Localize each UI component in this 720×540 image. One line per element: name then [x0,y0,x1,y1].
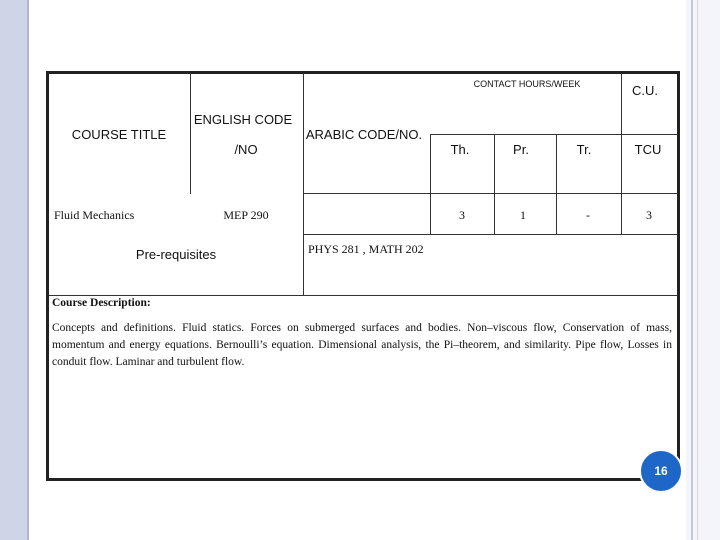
grid-line [556,134,557,234]
english-code-value: MEP 290 [223,208,269,222]
grid-line [303,234,677,235]
pr-header: Pr. [513,142,529,157]
pr-value: 1 [520,208,526,222]
english-code-header: ENGLISH CODE [193,112,293,127]
english-code-header-no: /NO [234,142,258,157]
course-description-text: Concepts and definitions. Fluid statics. Forces on submerged surfaces and bodies. Non–viscous flow, Conservation of mass, momentum and energy equations. Bernoulli’s equation. Dimensional analysis, the Pi–theorem, and similarity. Pipe flow, Losses in conduit flow. Laminar and turbulent flow. [52,322,672,368]
credit-units-header: C.U. [632,83,658,98]
th-value: 3 [459,208,465,222]
grid-line [49,295,677,296]
prerequisites-label: Pre-requisites [135,247,217,262]
th-header: Th. [450,142,470,157]
grid-line [303,193,677,194]
grid-line [621,73,622,234]
grid-line [430,134,431,234]
grid-line [494,134,495,234]
course-title-header: COURSE TITLE [71,127,167,142]
tr-value: - [586,208,590,222]
page-number: 16 [654,464,668,478]
grid-line [430,134,677,135]
course-title-value: Fluid Mechanics [54,208,135,222]
contact-hours-header: CONTACT HOURS/WEEK [473,79,581,89]
tcu-header: TCU [634,142,662,157]
left-frame-line [27,0,29,540]
arabic-code-header: ARABIC CODE/NO. [305,127,423,142]
page-number-badge [639,449,683,493]
tr-header: Tr. [576,142,592,157]
tcu-value: 3 [646,208,652,222]
grid-line [190,73,191,194]
right-frame-line [691,0,693,540]
grid-line [303,73,304,295]
right-frame-line-thin [697,0,698,540]
prerequisites-value: PHYS 281 , MATH 202 [308,242,424,256]
left-frame-band [0,0,27,540]
course-description-title: Course Description: [52,297,151,309]
